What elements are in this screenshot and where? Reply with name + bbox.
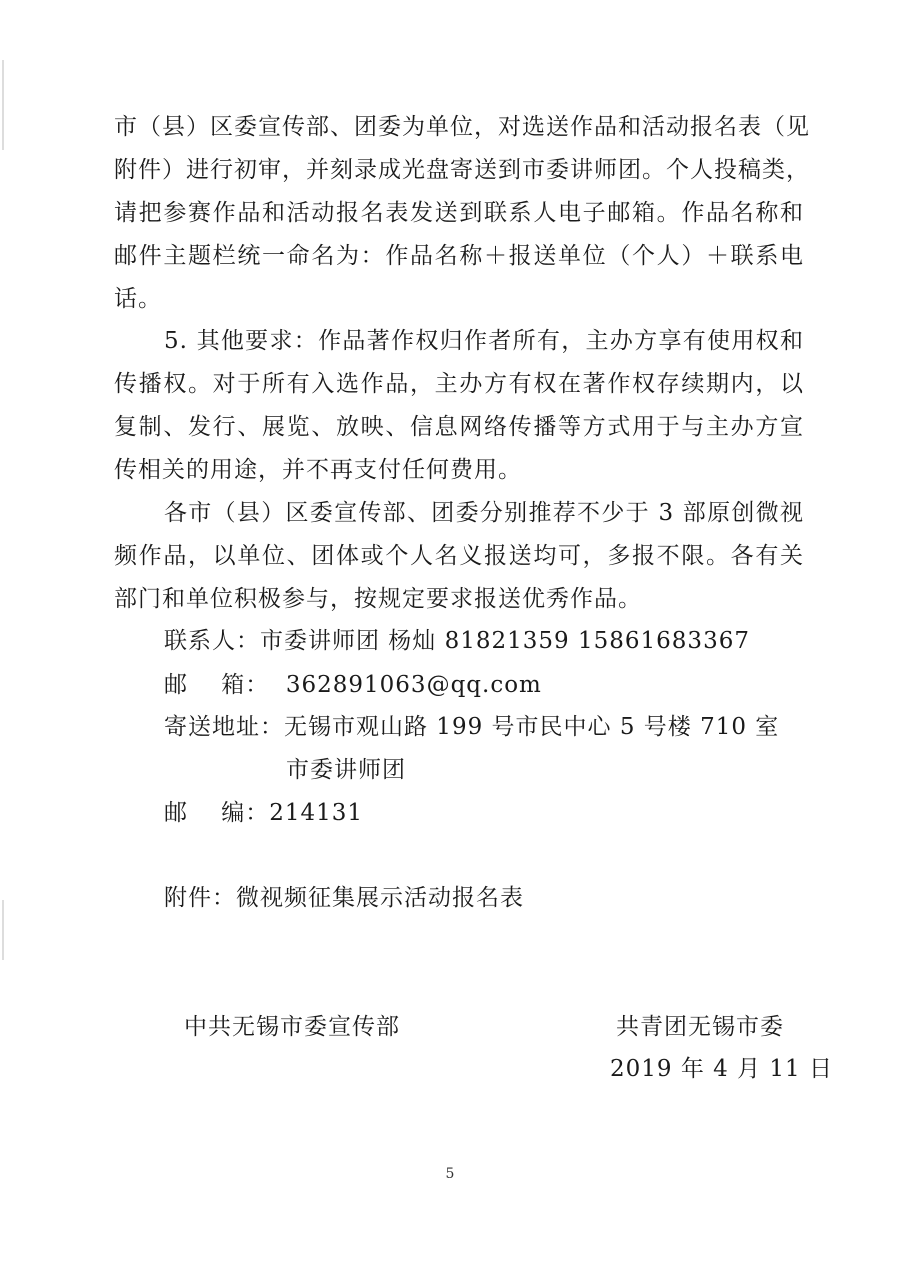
paragraph-1-line-2: 附件）进行初审，并刻录成光盘寄送到市委讲师团。个人投稿类， bbox=[114, 157, 810, 183]
paragraph-2-line-3: 复制、发行、展览、放映、信息网络传播等方式用于与主办方宣 bbox=[114, 414, 804, 440]
signature-left: 中共无锡市委宣传部 bbox=[184, 1014, 400, 1040]
contact-email: 邮 箱： 362891063@qq.com bbox=[164, 672, 542, 698]
scan-edge-mark bbox=[2, 60, 4, 150]
page-number: 5 bbox=[445, 1166, 455, 1182]
paragraph-1-line-5: 话。 bbox=[114, 286, 162, 312]
paragraph-3-line-3: 部门和单位积极参与，按规定要求报送优秀作品。 bbox=[114, 586, 642, 612]
paragraph-2-line-1: 5. 其他要求：作品著作权归作者所有，主办方享有使用权和 bbox=[164, 328, 804, 354]
contact-postcode: 邮 编：214131 bbox=[164, 800, 364, 826]
scan-edge-mark bbox=[2, 900, 4, 960]
paragraph-3-line-2: 频作品，以单位、团体或个人名义报送均可，多报不限。各有关 bbox=[114, 543, 804, 569]
paragraph-2-line-4: 传相关的用途，并不再支付任何费用。 bbox=[114, 457, 522, 483]
contact-address: 寄送地址：无锡市观山路 199 号市民中心 5 号楼 710 室 bbox=[164, 714, 780, 740]
contact-address-line-2: 市委讲师团 bbox=[286, 757, 406, 783]
paragraph-3-line-1: 各市（县）区委宣传部、团委分别推荐不少于 3 部原创微视 bbox=[164, 500, 804, 526]
contact-person: 联系人：市委讲师团 杨灿 81821359 15861683367 bbox=[164, 628, 750, 654]
paragraph-1-line-1: 市（县）区委宣传部、团委为单位，对选送作品和活动报名表（见 bbox=[114, 114, 810, 140]
paragraph-1-line-4: 邮件主题栏统一命名为：作品名称＋报送单位（个人）＋联系电 bbox=[114, 243, 804, 269]
paragraph-2-line-2: 传播权。对于所有入选作品，主办方有权在著作权存续期内，以 bbox=[114, 371, 804, 397]
paragraph-1-line-3: 请把参赛作品和活动报名表发送到联系人电子邮箱。作品名称和 bbox=[114, 200, 804, 226]
attachment-note: 附件：微视频征集展示活动报名表 bbox=[164, 885, 524, 911]
signature-right: 共青团无锡市委 bbox=[616, 1014, 784, 1040]
signature-date: 2019 年 4 月 11 日 bbox=[610, 1056, 833, 1082]
